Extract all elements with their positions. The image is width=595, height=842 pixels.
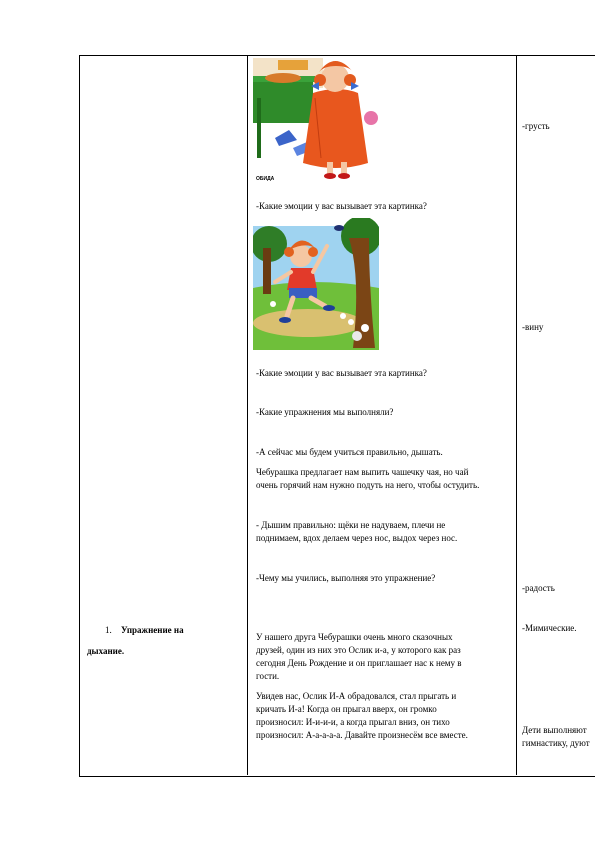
paragraph-breathing-rules-line2: поднимаем, вдох делаем через нос, выдох через нос.	[256, 533, 458, 543]
paragraph-donkey-line1: У нашего друга Чебурашки очень много сказочных	[256, 632, 453, 642]
paragraph-breathing-intro: -А сейчас мы будем учиться правильно, дышать.	[256, 447, 443, 457]
happy-girl-image	[253, 218, 379, 350]
paragraph-tea-line1: Чебурашка предлагает нам выпить чашечку чая, но чай	[256, 467, 469, 477]
question-what-learned: -Чему мы учились, выполняя это упражнение?	[256, 573, 436, 583]
answer-joy: -радость	[522, 583, 555, 593]
sad-girl-image	[253, 58, 379, 184]
column-divider-1	[247, 55, 248, 775]
question-emotion-2: -Какие эмоции у вас вызывает эта картинка?	[256, 368, 427, 378]
paragraph-donkey-line4: гости.	[256, 671, 280, 681]
answer-mimic: -Мимические.	[522, 623, 577, 633]
question-emotion-1: -Какие эмоции у вас вызывает эта картинка?	[256, 201, 427, 211]
paragraph-donkey-jump-line3: произносил: И-и-и-и, а когда прыгал вниз, он тихо	[256, 717, 450, 727]
column-divider-2	[516, 55, 517, 775]
paragraph-donkey-line2: друзей, один из них это Ослик и-а, у которого как раз	[256, 645, 461, 655]
sad-image-caption: ОБИДА	[256, 176, 275, 182]
answer-children-do-line1: Дети выполняют	[522, 725, 587, 735]
section-title-line1: Упражнение на	[121, 625, 184, 635]
answer-children-do-container	[522, 720, 595, 750]
paragraph-donkey-line3: сегодня День Рождение и он приглашает нас к нему в	[256, 658, 462, 668]
section-number: 1.	[105, 625, 112, 635]
paragraph-donkey-jump-line2: кричать И-а! Когда он прыгал вверх, он громко	[256, 704, 437, 714]
paragraph-tea-line2: очень горячий нам нужно подуть на него, чтобы остудить.	[256, 480, 480, 490]
paragraph-donkey-jump-line1: Увидев нас, Ослик И-А обрадовался, стал прыгать и	[256, 691, 457, 701]
paragraph-breathing-rules-line1: - Дышим правильно: щёки не надуваем, плечи не	[256, 520, 446, 530]
answer-sadness: -грусть	[522, 121, 550, 131]
paragraph-donkey-jump-line4: произносил: А-а-а-а-а. Давайте произнесём все вместе.	[256, 730, 468, 740]
question-exercises: -Какие упражнения мы выполняли?	[256, 407, 394, 417]
answer-guilt: -вину	[522, 322, 544, 332]
section-title-line2: дыхание.	[87, 646, 125, 656]
answer-children-do-line2: гимнастику, дуют	[522, 738, 590, 748]
